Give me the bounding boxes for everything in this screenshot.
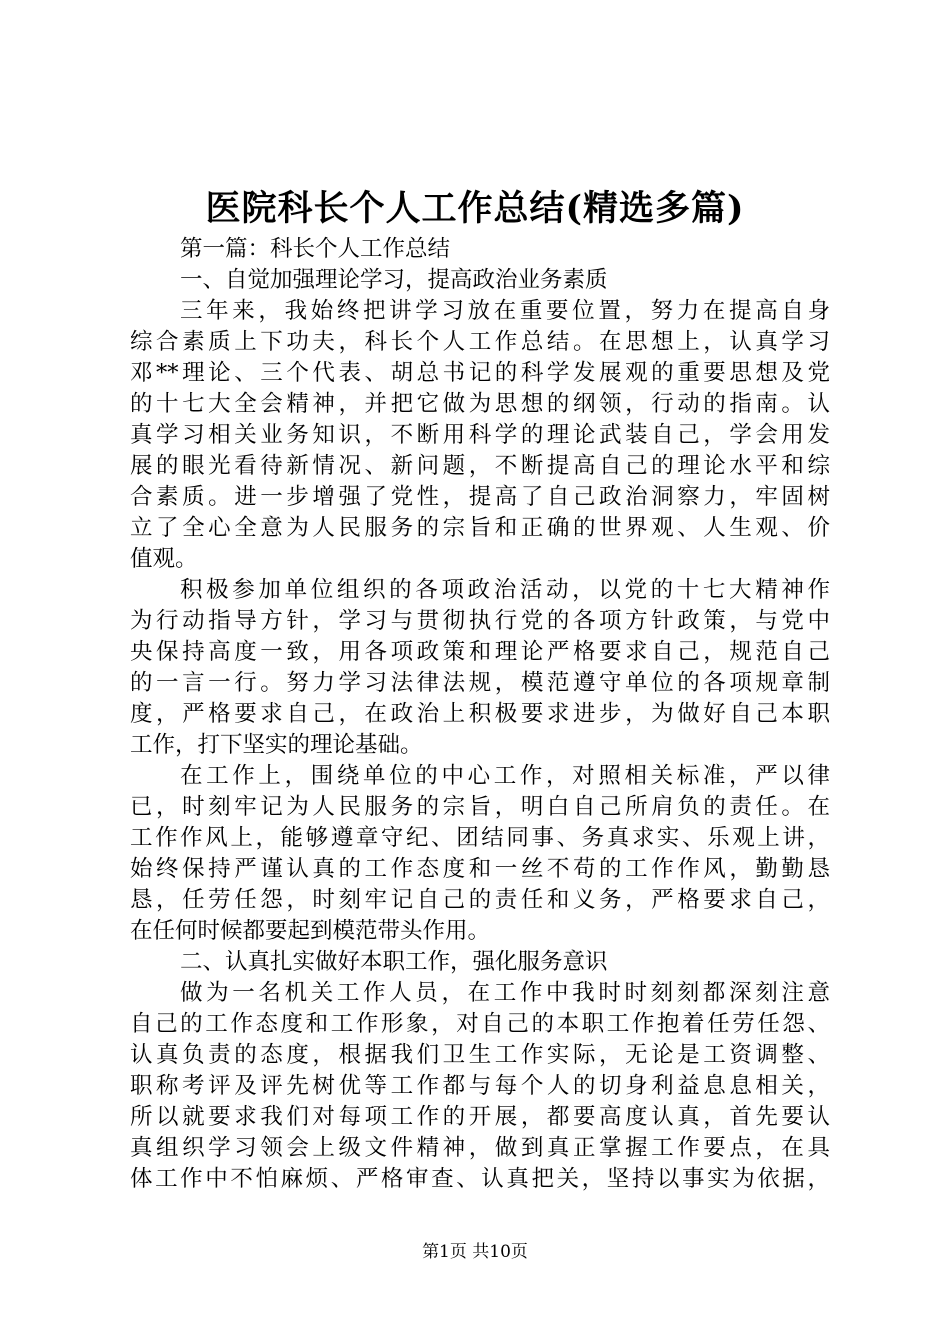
paragraph-line: 央保持高度一致，用各项政策和理论严格要求自己，规范自己 (130, 639, 830, 665)
paragraph-line: 真学习相关业务知识，不断用科学的理论武装自己，学会用发 (130, 422, 830, 448)
paragraph-line: 度，严格要求自己，在政治上积极要求进步，为做好自己本职 (130, 701, 830, 727)
paragraph-line: 恳，任劳任怨，时刻牢记自己的责任和义务，严格要求自己， (130, 887, 830, 913)
paragraph-first-line: 三年来，我始终把讲学习放在重要位置，努力在提高自身 (180, 298, 830, 324)
paragraph-line: 的一言一行。努力学习法律法规，模范遵守单位的各项规章制 (130, 670, 830, 696)
paragraph-line: 真组织学习领会上级文件精神，做到真正掌握工作要点，在具 (130, 1135, 830, 1161)
paragraph-line: 认真负责的态度，根据我们卫生工作实际，无论是工资调整、 (130, 1042, 830, 1068)
page-number-footer: 第1页 共10页 (422, 1242, 528, 1262)
paragraph-line: 邓**理论、三个代表、胡总书记的科学发展观的重要思想及党 (130, 360, 830, 386)
paragraph-line: 值观。 (130, 546, 198, 572)
paragraph-line: 自己的工作态度和工作形象，对自己的本职工作抱着任劳任怨、 (130, 1011, 830, 1037)
paragraph-line: 始终保持严谨认真的工作态度和一丝不苟的工作作风，勤勤恳 (130, 856, 830, 882)
paragraph-first-line: 第一篇：科长个人工作总结 (180, 236, 451, 262)
paragraph-first-line: 一、自觉加强理论学习，提高政治业务素质 (180, 267, 608, 293)
paragraph-first-line: 在工作上，围绕单位的中心工作，对照相关标准，严以律 (180, 763, 830, 789)
paragraph-first-line: 积极参加单位组织的各项政治活动，以党的十七大精神作 (180, 577, 830, 603)
paragraph-line: 立了全心全意为人民服务的宗旨和正确的世界观、人生观、价 (130, 515, 830, 541)
paragraph-line: 在任何时候都要起到模范带头作用。 (130, 918, 491, 944)
paragraph-line: 合素质。进一步增强了党性，提高了自己政治洞察力，牢固树 (130, 484, 830, 510)
paragraph-line: 职称考评及评先树优等工作都与每个人的切身利益息息相关， (130, 1073, 830, 1099)
paragraph-line: 已，时刻牢记为人民服务的宗旨，明白自己所肩负的责任。在 (130, 794, 830, 820)
document-body (130, 234, 830, 1195)
paragraph-line: 工作作风上，能够遵章守纪、团结同事、务真求实、乐观上讲， (130, 825, 830, 851)
paragraph-line: 综合素质上下功夫，科长个人工作总结。在思想上，认真学习 (130, 329, 830, 355)
paragraph-first-line: 做为一名机关工作人员，在工作中我时时刻刻都深刻注意 (180, 980, 830, 1006)
paragraph-line: 的十七大全会精神，并把它做为思想的纲领，行动的指南。认 (130, 391, 830, 417)
paragraph-line: 所以就要求我们对每项工作的开展，都要高度认真，首先要认 (130, 1104, 830, 1130)
paragraph-first-line: 二、认真扎实做好本职工作，强化服务意识 (180, 949, 608, 975)
paragraph-line: 为行动指导方针，学习与贯彻执行党的各项方针政策，与党中 (130, 608, 830, 634)
document-title: 医院科长个人工作总结(精选多篇) (205, 188, 745, 229)
paragraph-line: 展的眼光看待新情况、新问题，不断提高自己的理论水平和综 (130, 453, 830, 479)
paragraph-line: 体工作中不怕麻烦、严格审查、认真把关，坚持以事实为依据， (130, 1166, 830, 1192)
paragraph-line: 工作，打下坚实的理论基础。 (130, 732, 423, 758)
